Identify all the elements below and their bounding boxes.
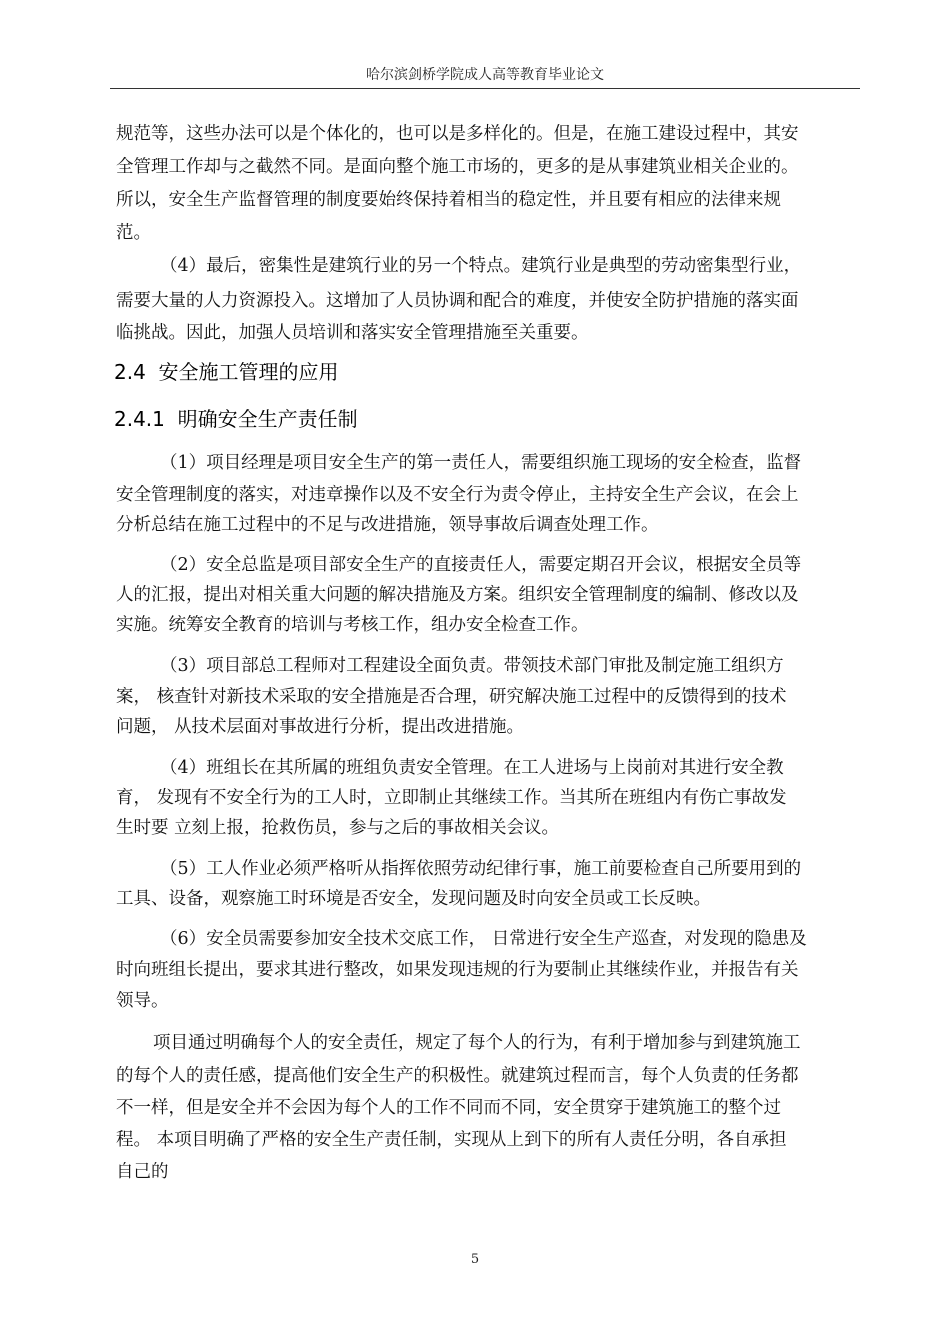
page-number: 5: [470, 1252, 480, 1267]
body-line: 规范等，这些办法可以是个体化的，也可以是多样化的。但是，在施工建设过程中，其安: [116, 124, 799, 144]
body-line: 自己的: [116, 1162, 169, 1182]
list-item-line: 领导。: [116, 991, 169, 1011]
list-item-line: （1）项目经理是项目安全生产的第一责任人，需要组织施工现场的安全检查，监督: [160, 453, 802, 473]
subsection-title: 明确安全生产责任制: [177, 407, 358, 431]
body-line: 项目通过明确每个人的安全责任，规定了每个人的行为，有利于增加参与到建筑施工: [153, 1033, 801, 1053]
section-title: 安全施工管理的应用: [158, 360, 339, 384]
body-line: 的每个人的责任感，提高他们安全生产的积极性。就建筑过程而言，每个人负责的任务都: [116, 1066, 799, 1086]
list-item-line: （6）安全员需要参加安全技术交底工作， 日常进行安全生产巡查，对发现的隐患及: [160, 929, 807, 949]
list-item-line: 时向班组长提出，要求其进行整改，如果发现违规的行为要制止其继续作业，并报告有关: [116, 960, 799, 980]
list-item-line: 人的汇报，提出对相关重大问题的解决措施及方案。组织安全管理制度的编制、修改以及: [116, 585, 799, 605]
list-item-line: 生时要 立刻上报，抢救伤员，参与之后的事故相关会议。: [116, 818, 560, 838]
list-item-line: 工具、设备，观察施工时环境是否安全，发现问题及时向安全员或工长反映。: [116, 889, 711, 909]
page-header: 哈尔滨剑桥学院成人高等教育毕业论文: [366, 67, 604, 83]
list-item-line: 安全管理制度的落实，对违章操作以及不安全行为责令停止，主持安全生产会议，在会上: [116, 485, 799, 505]
body-line: 范。: [116, 223, 151, 243]
body-line: 需要大量的人力资源投入。这增加了人员协调和配合的难度，并使安全防护措施的落实面: [116, 291, 799, 311]
body-line: 程。 本项目明确了严格的安全生产责任制，实现从上到下的所有人责任分明，各自承担: [116, 1130, 787, 1150]
list-item-line: 实施。统筹安全教育的培训与考核工作，组办安全检查工作。: [116, 615, 589, 635]
body-line: 所以，安全生产监督管理的制度要始终保持着相当的稳定性，并且要有相应的法律来规: [116, 190, 781, 210]
body-line: （4）最后，密集性是建筑行业的另一个特点。建筑行业是典型的劳动密集型行业，: [160, 256, 802, 276]
subsection-heading: [114, 406, 358, 432]
list-item-line: （2）安全总监是项目部安全生产的直接责任人，需要定期召开会议，根据安全员等: [160, 555, 802, 575]
subsection-number: 2.4.1: [114, 407, 165, 431]
list-item-line: （3）项目部总工程师对工程建设全面负责。带领技术部门审批及制定施工组织方: [160, 656, 784, 676]
list-item-line: （5）工人作业必须严格听从指挥依照劳动纪律行事，施工前要检查自己所要用到的: [160, 859, 802, 879]
section-number: 2.4: [114, 360, 146, 384]
body-line: 全管理工作却与之截然不同。是面向整个施工市场的，更多的是从事建筑业相关企业的。: [116, 157, 799, 177]
section-heading: [114, 359, 339, 385]
header-divider: [110, 88, 860, 89]
list-item-line: 问题， 从技术层面对事故进行分析，提出改进措施。: [116, 717, 525, 737]
list-item-line: 分析总结在施工过程中的不足与改进措施，领导事故后调查处理工作。: [116, 515, 659, 535]
body-line: 临挑战。因此，加强人员培训和落实安全管理措施至关重要。: [116, 323, 589, 343]
list-item-line: 案， 核查针对新技术采取的安全措施是否合理，研究解决施工过程中的反馈得到的技术: [116, 687, 787, 707]
body-line: 不一样，但是安全并不会因为每个人的工作不同而不同，安全贯穿于建筑施工的整个过: [116, 1098, 781, 1118]
list-item-line: 育， 发现有不安全行为的工人时，立即制止其继续工作。当其所在班组内有伤亡事故发: [116, 788, 787, 808]
list-item-line: （4）班组长在其所属的班组负责安全管理。在工人进场与上岗前对其进行安全教: [160, 758, 784, 778]
